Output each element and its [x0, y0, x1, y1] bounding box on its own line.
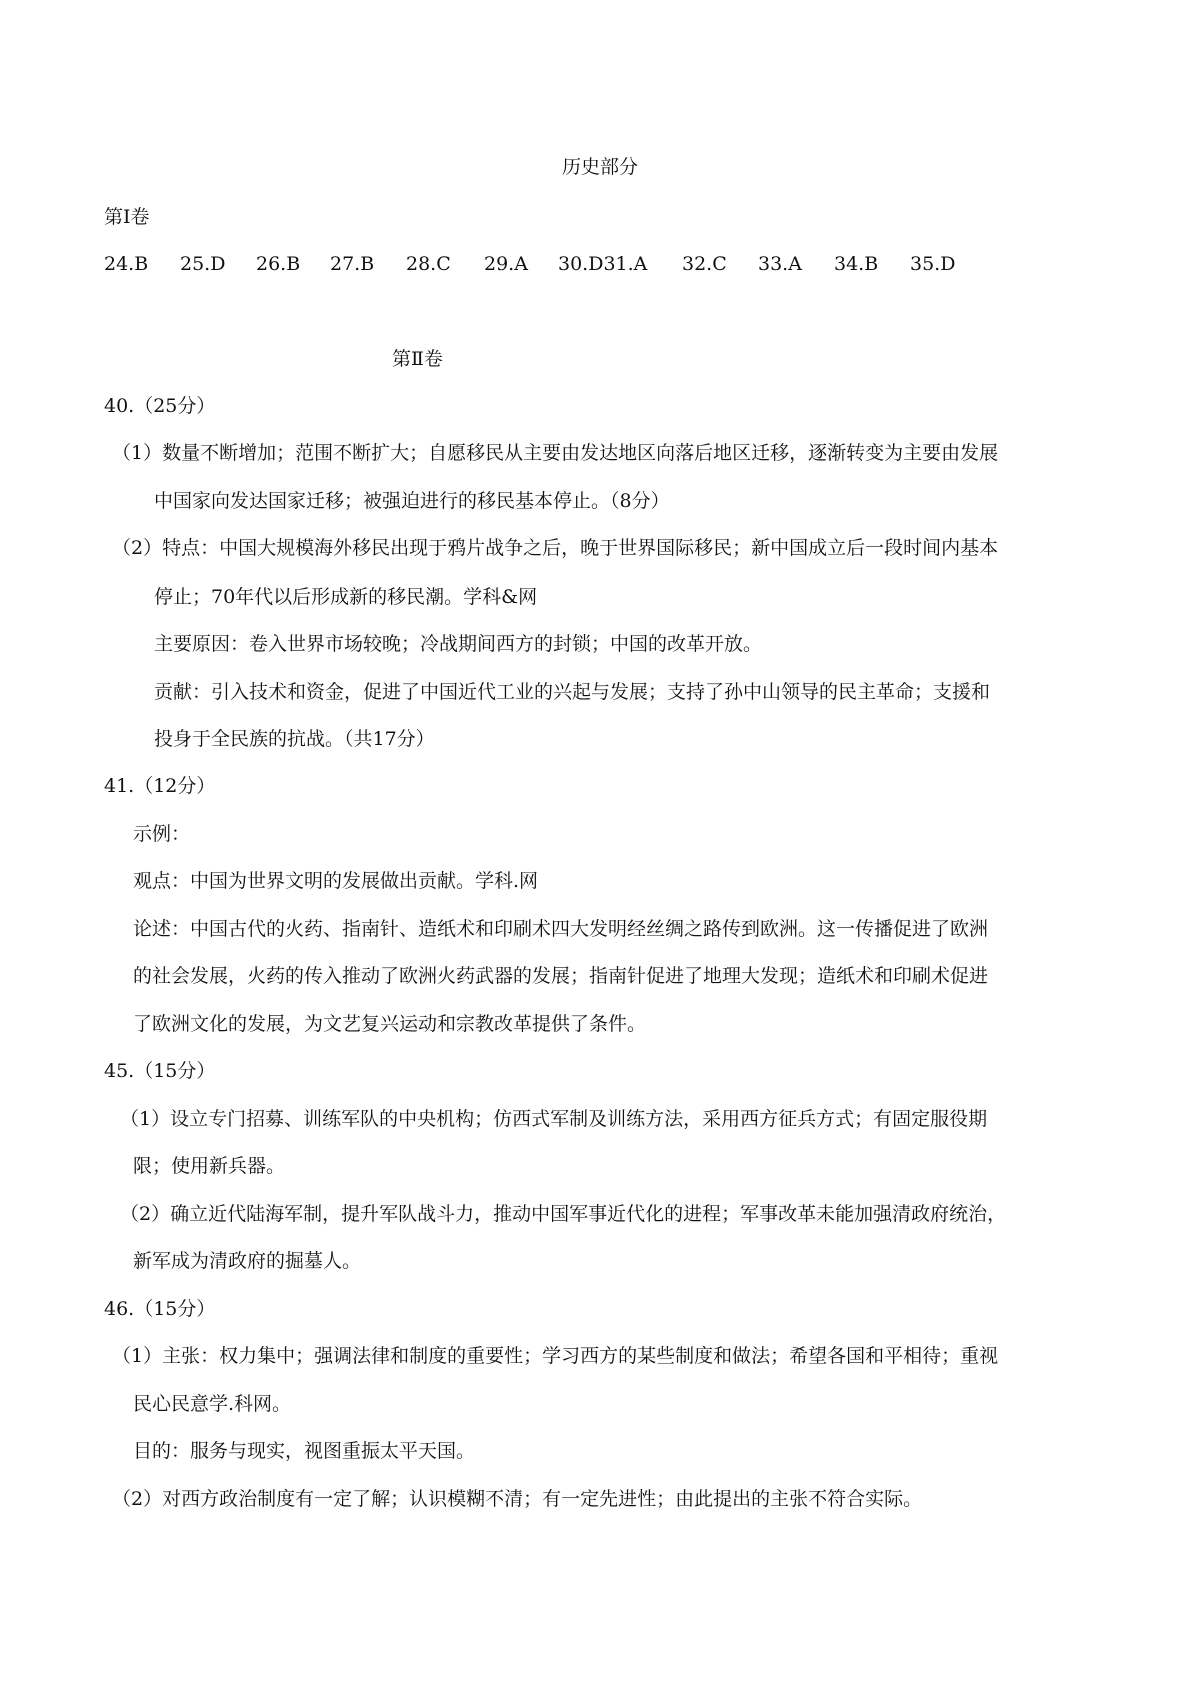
q45-line4: 新军成为清政府的掘墓人。 — [133, 1250, 362, 1272]
section-2-heading: 第Ⅱ卷 — [392, 348, 443, 370]
q46-heading: 46.（15分） — [104, 1298, 216, 1320]
q41-line2: 观点：中国为世界文明的发展做出贡献。学科.网 — [133, 870, 539, 892]
q41-line3: 论述：中国古代的火药、指南针、造纸术和印刷术四大发明经丝绸之路传到欧洲。这一传播促进了欧洲 — [133, 918, 989, 940]
q40-part1-line1: （1）数量不断增加；范围不断扩大；自愿移民从主要由发达地区向落后地区迁移，逐渐转变为主要由发展 — [112, 442, 999, 464]
answer-35: 35.D — [910, 253, 956, 275]
answer-33: 33.A — [758, 253, 802, 275]
answer-34: 34.B — [834, 253, 879, 275]
q40-part2-line5: 投身于全民族的抗战。（共17分） — [154, 728, 435, 750]
q41-line4: 的社会发展，火药的传入推动了欧洲火药武器的发展；指南针促进了地理大发现；造纸术和印刷术促进 — [133, 965, 989, 987]
q41-heading: 41.（12分） — [104, 775, 216, 797]
q40-heading: 40.（25分） — [104, 395, 216, 417]
answer-26: 26.B — [256, 253, 301, 275]
section-1-heading: 第Ⅰ卷 — [104, 206, 150, 228]
q46-line4: （2）对西方政治制度有一定了解；认识模糊不清；有一定先进性；由此提出的主张不符合实际。 — [112, 1488, 923, 1510]
q40-part2-line2: 停止；70年代以后形成新的移民潮。学科&网 — [154, 586, 538, 608]
q45-line1: （1）设立专门招募、训练军队的中央机构；仿西式军制及训练方法，采用西方征兵方式；有固定服役期 — [120, 1108, 988, 1130]
q40-part2-line4: 贡献：引入技术和资金，促进了中国近代工业的兴起与发展；支持了孙中山领导的民主革命；支援和 — [154, 681, 991, 703]
answer-27: 27.B — [330, 253, 375, 275]
answer-25: 25.D — [180, 253, 226, 275]
answer-29: 29.A — [484, 253, 528, 275]
q45-line3: （2）确立近代陆海军制，提升军队战斗力，推动中国军事近代化的进程；军事改革未能加强清政府统治， — [120, 1203, 1007, 1225]
answer-30-31: 30.D31.A — [558, 253, 648, 275]
q40-part1-line2: 中国家向发达国家迁移；被强迫进行的移民基本停止。（8分） — [154, 490, 670, 512]
q40-part2-line3: 主要原因：卷入世界市场较晚；冷战期间西方的封锁；中国的改革开放。 — [154, 633, 763, 655]
q46-line3: 目的：服务与现实，视图重振太平天国。 — [133, 1440, 476, 1462]
q46-line2: 民心民意学.科网。 — [133, 1393, 292, 1415]
q46-line1: （1）主张：权力集中；强调法律和制度的重要性；学习西方的某些制度和做法；希望各国和平相待；重视 — [112, 1345, 999, 1367]
answer-28: 28.C — [406, 253, 451, 275]
page-title: 历史部分 — [561, 156, 638, 178]
q41-line1: 示例： — [133, 823, 191, 845]
answer-32: 32.C — [682, 253, 727, 275]
answer-24: 24.B — [104, 253, 149, 275]
q45-heading: 45.（15分） — [104, 1060, 216, 1082]
q41-line5: 了欧洲文化的发展，为文艺复兴运动和宗教改革提供了条件。 — [133, 1013, 647, 1035]
q40-part2-line1: （2）特点：中国大规模海外移民出现于鸦片战争之后，晚于世界国际移民；新中国成立后一段时间内基本 — [112, 537, 999, 559]
q45-line2: 限；使用新兵器。 — [133, 1155, 286, 1177]
